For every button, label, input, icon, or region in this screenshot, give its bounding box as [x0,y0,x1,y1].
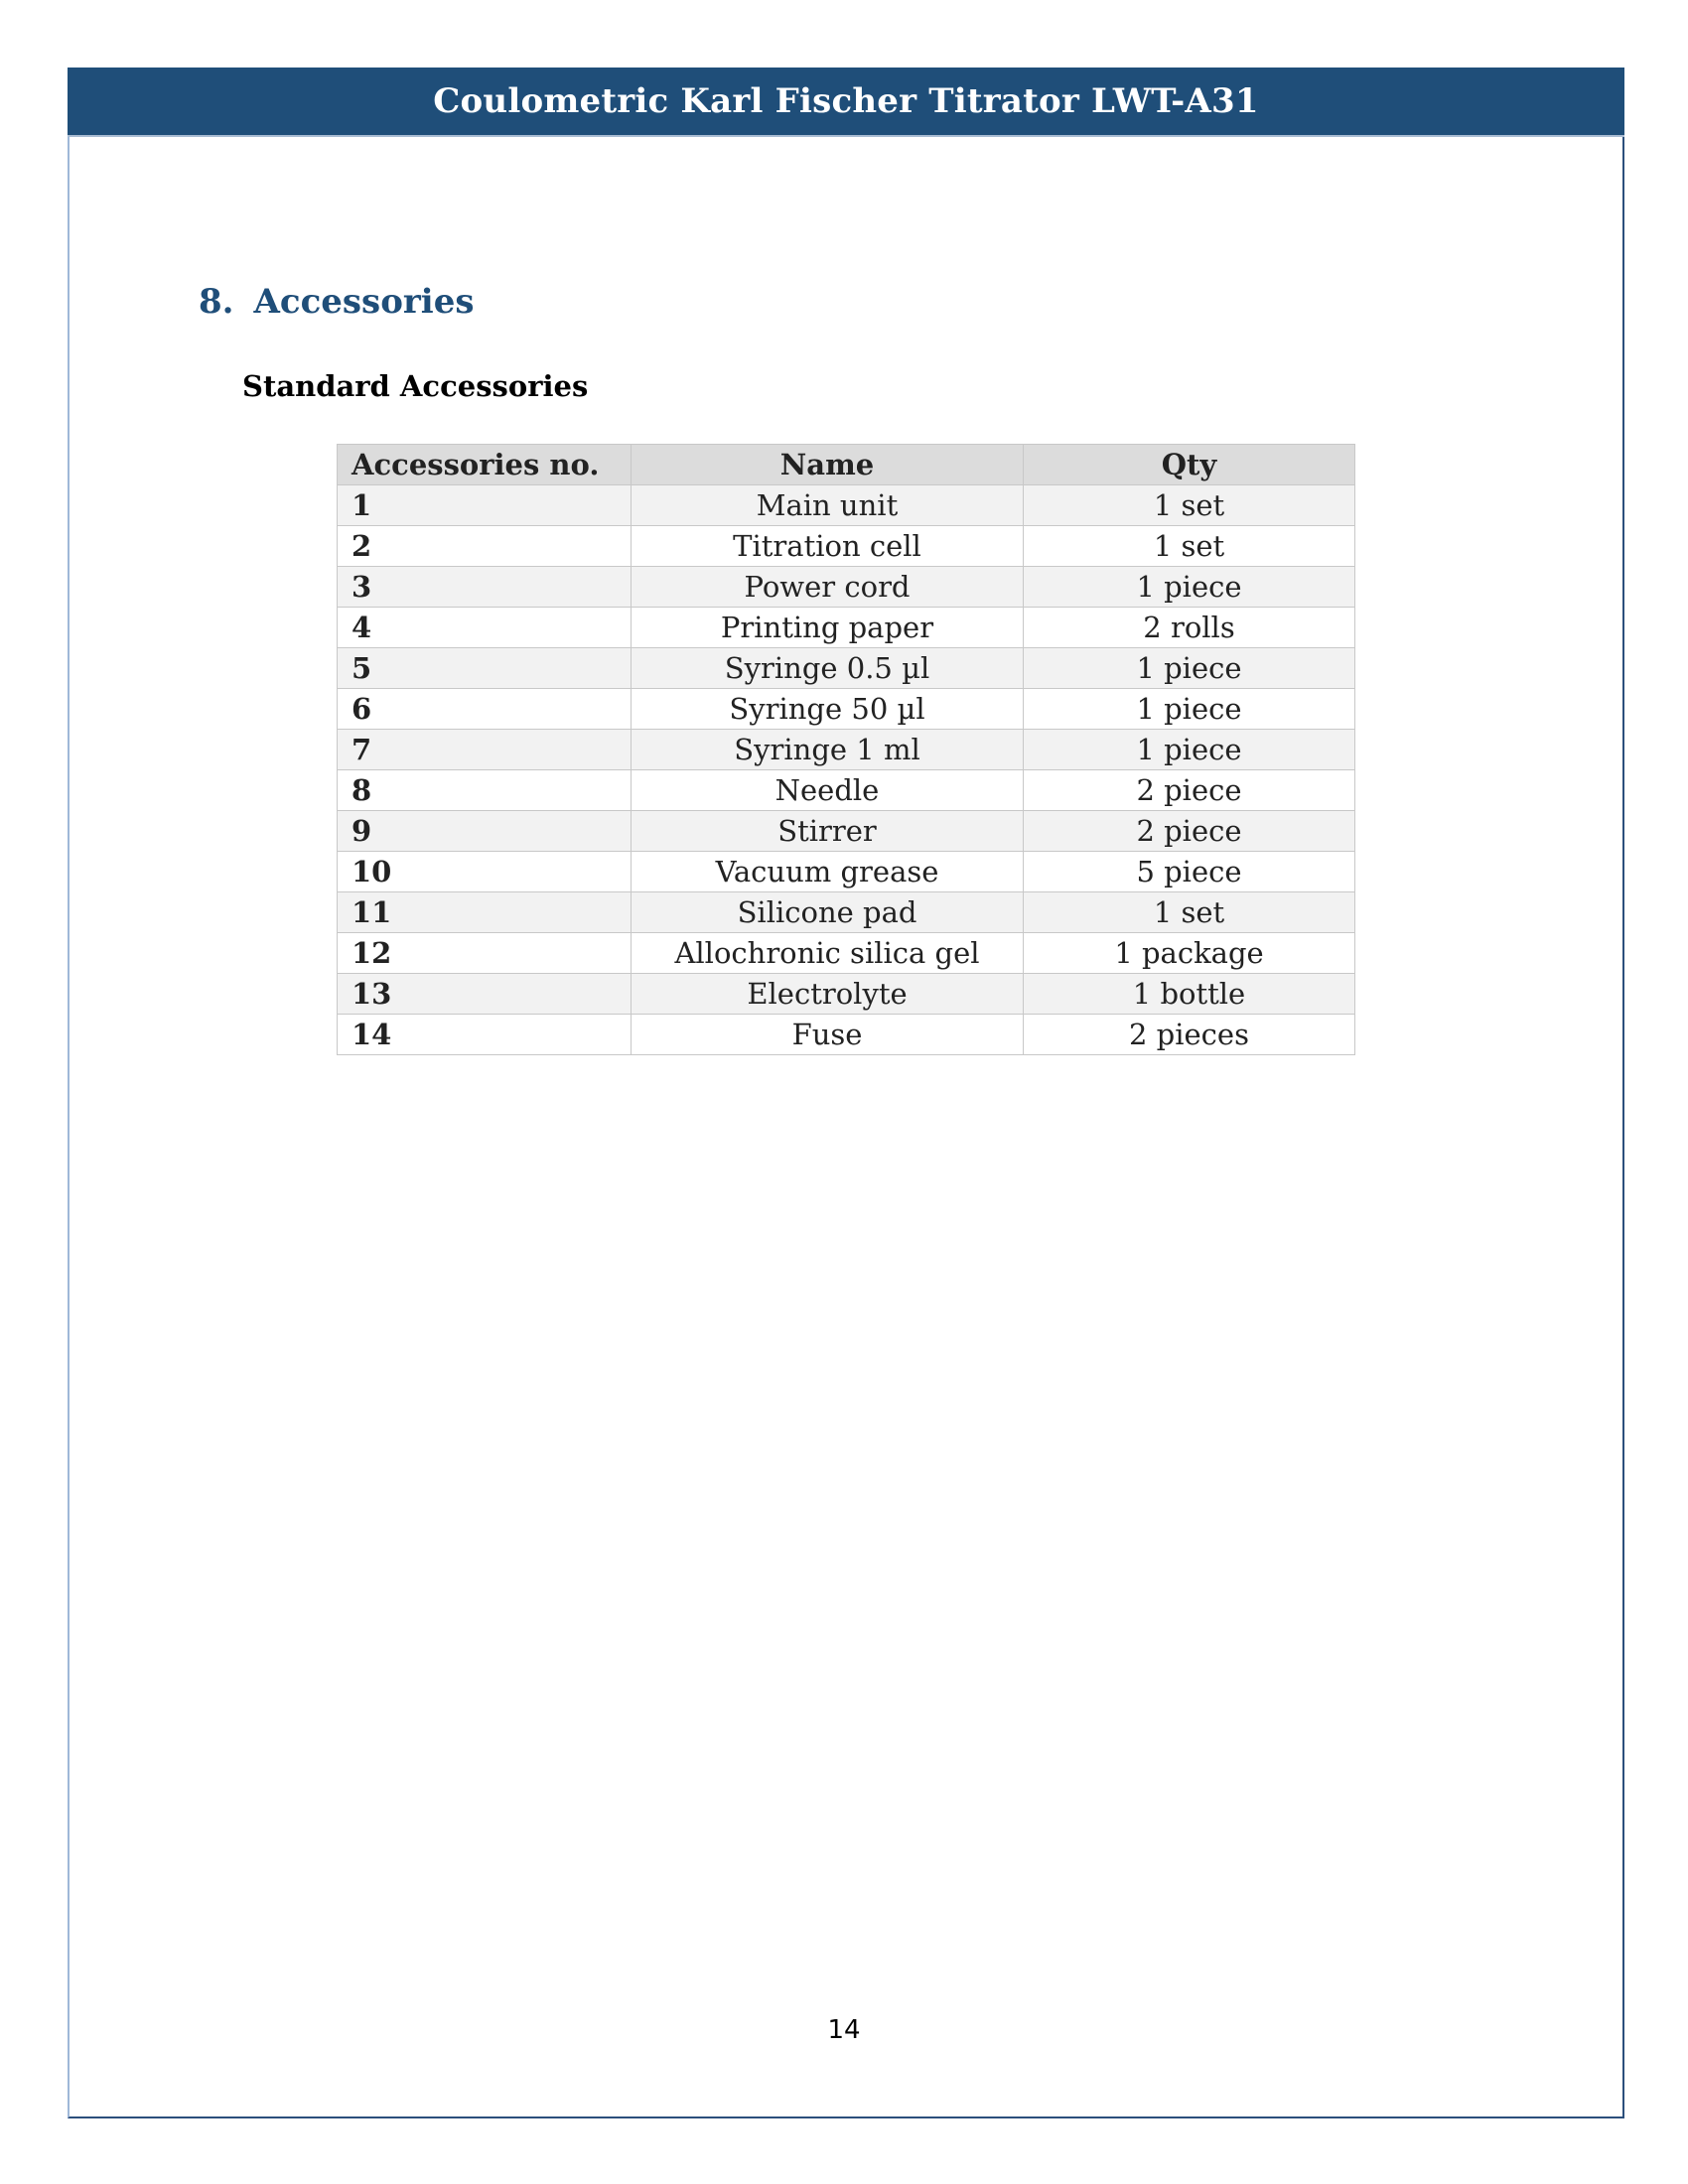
cell-qty: 2 piece [1024,811,1355,852]
column-header-qty: Qty [1024,445,1355,485]
table-row [338,933,1355,974]
cell-qty: 1 package [1024,933,1355,974]
document-title: Coulometric Karl Fischer Titrator LWT-A31 [433,81,1259,121]
cell-qty: 1 piece [1024,730,1355,770]
section-title: Accessories [253,282,475,322]
cell-qty: 1 set [1024,526,1355,567]
cell-no: 11 [338,892,632,933]
table-row [338,648,1355,689]
table-row [338,770,1355,811]
cell-name: Fuse [632,1015,1024,1055]
column-header-name: Name [632,445,1024,485]
cell-qty: 1 piece [1024,689,1355,730]
table-row [338,974,1355,1015]
cell-name: Titration cell [632,526,1024,567]
section-number: 8. [199,282,234,322]
table-row [338,1015,1355,1055]
cell-no: 7 [338,730,632,770]
cell-qty: 1 set [1024,892,1355,933]
table-row [338,567,1355,608]
cell-qty: 1 bottle [1024,974,1355,1015]
table-row [338,608,1355,648]
table-row [338,730,1355,770]
cell-name: Vacuum grease [632,852,1024,892]
cell-no: 8 [338,770,632,811]
cell-name: Syringe 50 µl [632,689,1024,730]
cell-no: 12 [338,933,632,974]
subsection-title: Standard Accessories [242,369,589,403]
table-row [338,811,1355,852]
cell-name: Syringe 1 ml [632,730,1024,770]
cell-name: Silicone pad [632,892,1024,933]
document-header [68,68,1624,137]
cell-qty: 2 piece [1024,770,1355,811]
cell-name: Stirrer [632,811,1024,852]
column-header-no: Accessories no. [338,445,632,485]
cell-name: Electrolyte [632,974,1024,1015]
cell-qty: 1 piece [1024,648,1355,689]
table-row [338,892,1355,933]
cell-no: 9 [338,811,632,852]
cell-no: 6 [338,689,632,730]
cell-no: 1 [338,485,632,526]
cell-no: 2 [338,526,632,567]
cell-name: Allochronic silica gel [632,933,1024,974]
cell-name: Main unit [632,485,1024,526]
cell-qty: 2 pieces [1024,1015,1355,1055]
cell-qty: 1 set [1024,485,1355,526]
cell-name: Syringe 0.5 µl [632,648,1024,689]
cell-no: 4 [338,608,632,648]
table-row [338,852,1355,892]
cell-no: 5 [338,648,632,689]
cell-name: Needle [632,770,1024,811]
cell-name: Power cord [632,567,1024,608]
accessories-table [337,444,1355,1055]
table-header-row [338,445,1355,485]
table-row [338,526,1355,567]
page-number: 14 [827,2015,861,2045]
table-row [338,485,1355,526]
section-heading [199,282,474,322]
cell-no: 13 [338,974,632,1015]
cell-no: 3 [338,567,632,608]
cell-name: Printing paper [632,608,1024,648]
cell-no: 10 [338,852,632,892]
cell-qty: 5 piece [1024,852,1355,892]
cell-no: 14 [338,1015,632,1055]
table-row [338,689,1355,730]
cell-qty: 1 piece [1024,567,1355,608]
cell-qty: 2 rolls [1024,608,1355,648]
